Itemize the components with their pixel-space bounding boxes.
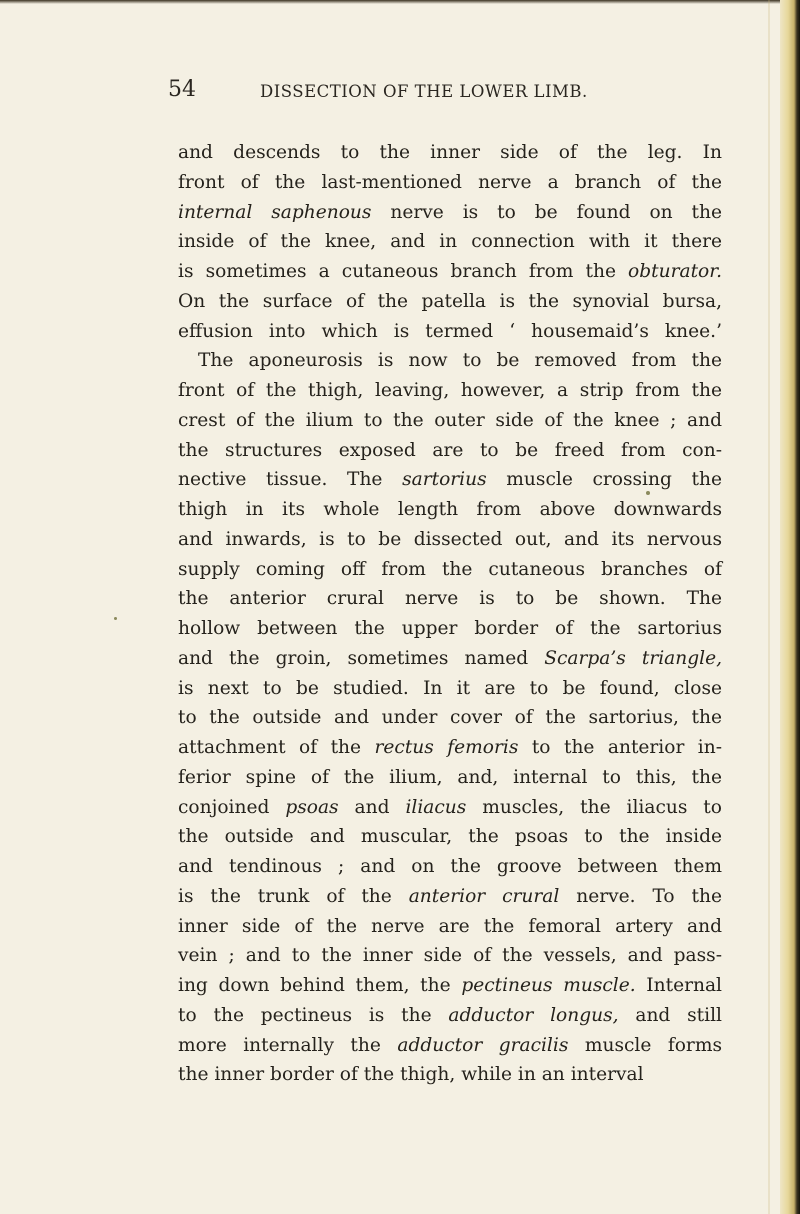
text-line <box>178 644 722 674</box>
text-segment: hollow between the upper border of the sartorius <box>178 618 722 639</box>
text-segment: to the anterior in- <box>518 737 723 758</box>
text-segment: nective tissue. The <box>178 469 403 491</box>
text-line <box>178 346 722 376</box>
text-line <box>178 584 722 614</box>
text-segment: nerve is to be found on the <box>371 201 723 223</box>
text-segment: conjoined <box>178 796 286 818</box>
text-segment: The aponeurosis is now to be removed from the <box>198 350 722 372</box>
text-line <box>178 227 722 257</box>
italic-term: adductor longus, <box>448 1004 619 1026</box>
print-speck <box>646 491 650 495</box>
text-line <box>178 317 722 347</box>
text-line <box>178 852 722 882</box>
text-segment: to the pectineus is the <box>178 1004 449 1026</box>
page-fold-line <box>768 0 770 1214</box>
italic-term: pectineus muscle. <box>461 975 636 996</box>
italic-term: anterior crural <box>408 885 560 907</box>
text-segment: attachment of the <box>178 737 375 758</box>
text-line <box>178 287 722 317</box>
italic-term: obturator. <box>628 261 722 282</box>
text-segment: effusion into which is termed ‘ housemaid’s knee.’ <box>178 320 722 342</box>
text-segment: vein ; and to the inner side of the vessels, and pass- <box>178 945 722 967</box>
text-segment: muscle crossing the <box>486 469 722 491</box>
text-segment: and the groin, sometimes named <box>178 647 545 669</box>
text-segment: inner side of the nerve are the femoral artery and <box>178 915 722 937</box>
text-line <box>178 763 722 793</box>
text-segment: is the trunk of the <box>178 885 409 907</box>
text-line <box>178 198 722 228</box>
text-segment: is next to be studied. In it are to be found, close <box>178 677 722 699</box>
text-segment: muscle forms <box>568 1034 722 1056</box>
text-line <box>178 822 722 852</box>
text-line <box>178 406 722 436</box>
text-segment: and <box>338 796 406 818</box>
text-line <box>178 376 722 406</box>
text-segment: On the surface of the patella is the synovial bursa, <box>178 290 722 312</box>
text-line <box>178 971 722 1001</box>
text-segment: to the outside and under cover of the sartorius, the <box>178 707 722 729</box>
text-line <box>178 168 722 198</box>
text-segment: the structures exposed are to be freed from con- <box>178 439 722 461</box>
text-line <box>178 912 722 942</box>
text-segment: the outside and muscular, the psoas to the inside <box>178 826 722 848</box>
text-line <box>178 257 722 287</box>
text-line <box>178 1001 722 1031</box>
text-segment: is sometimes a cutaneous branch from the <box>178 261 629 282</box>
text-line <box>178 614 722 644</box>
text-line <box>178 703 722 733</box>
text-segment: Internal <box>635 975 722 996</box>
text-segment: supply coming off from the cutaneous branches of <box>178 558 722 580</box>
text-segment: and still <box>618 1004 722 1026</box>
text-line <box>178 525 722 555</box>
text-segment: and inwards, is to be dissected out, and its nervous <box>178 528 722 550</box>
italic-term: Scarpa’s triangle, <box>544 647 722 669</box>
text-segment: and tendinous ; and on the groove between them <box>178 856 722 877</box>
text-segment: the inner border of the thigh, while in an interval <box>178 1064 644 1086</box>
text-line <box>178 733 722 763</box>
page-header <box>168 77 728 111</box>
text-line <box>178 465 722 495</box>
body-text <box>178 138 722 1090</box>
running-head: DISSECTION OF THE LOWER LIMB. <box>260 82 588 101</box>
text-segment: crest of the ilium to the outer side of the knee ; and <box>178 409 722 431</box>
text-segment: ing down behind them, the <box>178 975 462 996</box>
italic-term: internal saphenous <box>178 201 372 223</box>
text-segment: thigh in its whole length from above downwards <box>178 499 722 520</box>
italic-term: adductor gracilis <box>397 1034 569 1056</box>
text-line <box>178 882 722 912</box>
text-segment: inside of the knee, and in connection with it there <box>178 231 722 253</box>
text-line <box>178 793 722 823</box>
italic-term: iliacus <box>405 796 467 818</box>
text-line <box>178 138 722 168</box>
text-segment: nerve. To the <box>559 885 723 907</box>
text-line <box>178 674 722 704</box>
text-line <box>178 436 722 466</box>
text-segment: more internally the <box>178 1034 398 1056</box>
print-speck <box>114 617 117 620</box>
text-segment: and descends to the inner side of the leg. In <box>178 142 722 163</box>
text-segment: the anterior crural nerve is to be shown. The <box>178 588 722 610</box>
page-edge-shadow <box>780 0 800 1214</box>
text-segment: front of the thigh, leaving, however, a strip from the <box>178 380 722 401</box>
text-segment: front of the last-mentioned nerve a branch of the <box>178 171 722 193</box>
text-line <box>178 1031 722 1061</box>
text-segment: ferior spine of the ilium, and, internal to this, the <box>178 766 722 788</box>
italic-term: rectus femoris <box>374 737 519 758</box>
page-top-shadow <box>0 0 800 4</box>
text-line <box>178 941 722 971</box>
italic-term: sartorius <box>402 469 487 491</box>
italic-term: psoas <box>285 796 339 818</box>
text-line <box>178 1060 722 1090</box>
page-number: 54 <box>168 77 196 102</box>
text-segment: muscles, the iliacus to <box>466 796 722 818</box>
text-line <box>178 495 722 525</box>
text-line <box>178 555 722 585</box>
